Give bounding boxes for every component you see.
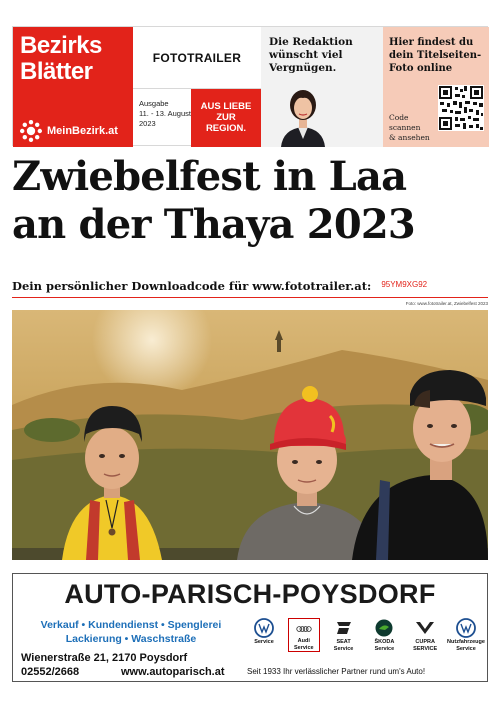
- regional-slogan: [191, 89, 261, 147]
- qr-text: [389, 36, 487, 75]
- skoda-logo-icon: [373, 618, 395, 638]
- divider: [12, 297, 488, 298]
- editor-line3: Vergnügen.: [269, 62, 337, 74]
- issue-dates: 11. - 13. August: [139, 109, 191, 118]
- seat-logo-icon: [333, 618, 355, 638]
- ad-title: AUTO-PARISCH-POYSDORF: [64, 579, 436, 609]
- brand-logos: [247, 618, 483, 658]
- brand-seat: [327, 618, 361, 658]
- download-text: Dein persönlicher Downloadcode für www.fototrailer.at:: [12, 279, 372, 293]
- ad-services: [21, 618, 241, 646]
- cupra-logo-icon: [414, 618, 436, 638]
- editor-portrait-icon: [271, 83, 335, 147]
- editor-line1: Die Redaktion: [269, 36, 353, 48]
- download-info: [12, 279, 488, 293]
- vw-commercial-logo-icon: [455, 618, 477, 638]
- brand-vw-commercial-label: Nutzfahrzeuge Service: [447, 639, 485, 652]
- section-label: FOTOTRAILER: [133, 27, 261, 89]
- audi-logo-icon: [293, 621, 315, 637]
- issue-year: 2023: [139, 119, 156, 128]
- qr-line2: dein Titelseiten-: [389, 50, 482, 61]
- brand-vw: [247, 618, 281, 658]
- masthead: [12, 26, 488, 146]
- qr-line3: Foto online: [389, 63, 453, 74]
- brand-skoda-label: ŠKODA Service: [374, 639, 395, 652]
- qr-caption: [389, 113, 430, 143]
- ad-services-line1: Verkauf • Kundendienst • Spenglerei: [40, 619, 222, 631]
- photo-illustration: [12, 310, 488, 560]
- logo-site-label: MeinBezirk.at: [47, 125, 118, 137]
- brand-cupra-label: CUPRA SERVICE: [413, 639, 438, 652]
- brand-vw-label: Service: [254, 639, 274, 645]
- ad-tagline: Seit 1933 Ihr verlässlicher Partner rund um's Auto!: [247, 667, 426, 676]
- issue-label: Ausgabe: [139, 99, 169, 108]
- issue-info: [133, 89, 191, 147]
- brand-audi: [288, 618, 320, 652]
- qr-caption3: & ansehen: [389, 133, 430, 142]
- qr-caption1: Code: [389, 113, 409, 122]
- ad-address: Wienerstraße 21, 2170 Poysdorf: [21, 652, 188, 664]
- brand-audi-label: Audi Service: [294, 638, 314, 651]
- headline-line1: Zwiebelfest in Laa: [12, 153, 407, 200]
- ad-website[interactable]: www.autoparisch.at: [121, 666, 225, 678]
- headline-line2: an der Thaya 2023: [12, 201, 415, 248]
- photo-credit: Foto: www.fototrailer.at, Zwiebelfest 2023: [405, 301, 488, 306]
- page-title: [12, 153, 488, 249]
- qr-line1: Hier findest du: [389, 37, 474, 48]
- download-code[interactable]: 95YM9XG92: [381, 280, 428, 289]
- cover-photo: [12, 310, 488, 560]
- editor-text: [269, 36, 381, 75]
- logo-line2: Blätter: [20, 58, 93, 85]
- qr-caption2: scannen: [389, 123, 421, 132]
- editor-greeting: [261, 27, 383, 147]
- regional-line2: ZUR: [216, 112, 236, 123]
- meinbezirk-brand: [19, 119, 118, 143]
- bezirksblaetter-logo[interactable]: [13, 27, 133, 147]
- vw-logo-icon: [253, 618, 275, 638]
- logo-line1: Bezirks: [20, 32, 102, 59]
- brand-seat-label: SEAT Service: [333, 639, 354, 652]
- sun-logo-icon: [19, 119, 43, 143]
- ad-services-line2: Lackierung • Waschstraße: [65, 633, 197, 645]
- regional-line3: REGION.: [205, 123, 247, 134]
- regional-line1: AUS LIEBE: [200, 101, 252, 112]
- advertisement[interactable]: [12, 573, 488, 682]
- editor-line2: wünscht viel: [269, 49, 343, 61]
- brand-vw-commercial: [449, 618, 483, 658]
- ad-phone[interactable]: 02552/2668: [21, 666, 80, 678]
- qr-code-icon[interactable]: [438, 85, 484, 131]
- qr-panel: [383, 27, 489, 147]
- brand-cupra: [408, 618, 442, 658]
- brand-skoda: [367, 618, 401, 658]
